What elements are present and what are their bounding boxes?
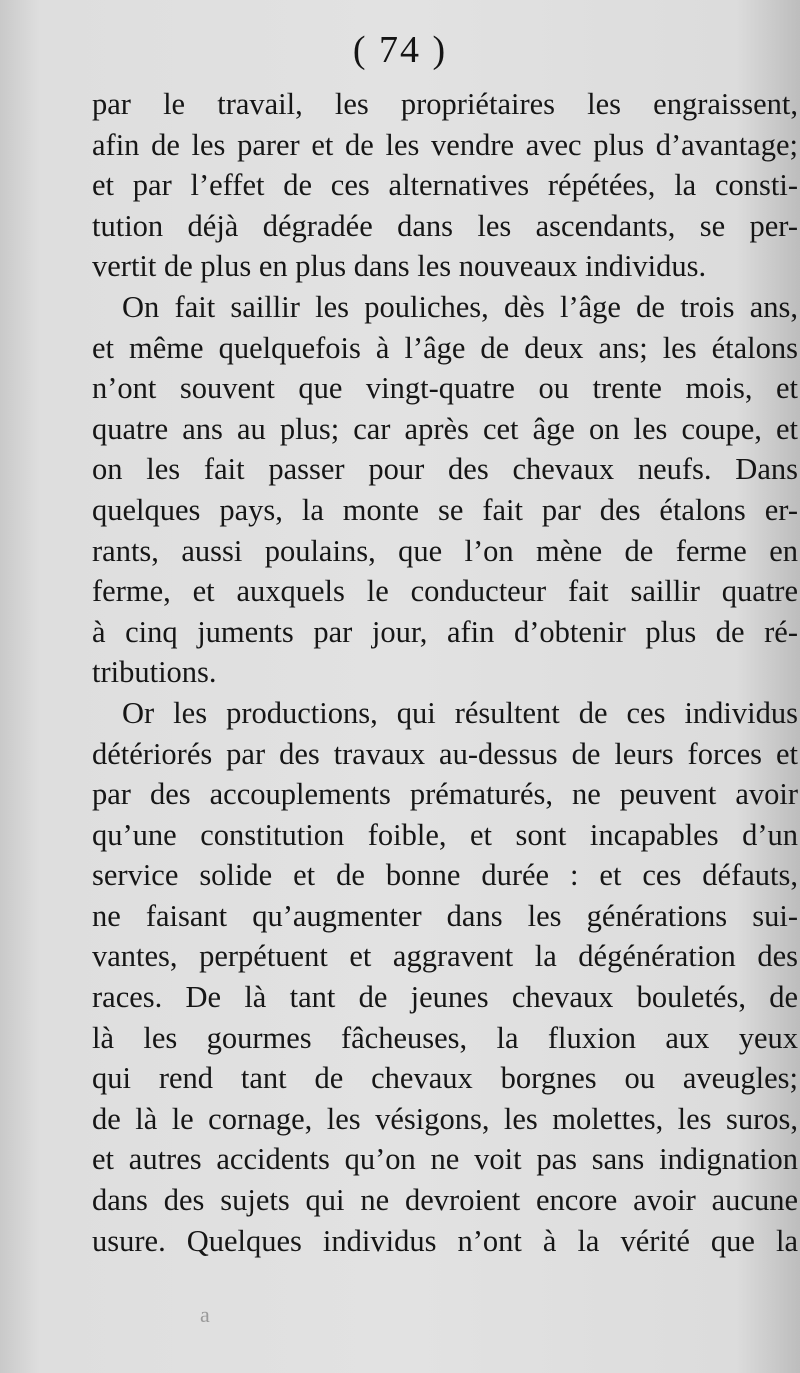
text-line: qui rend tant de chevaux borgnes ou aveugles; xyxy=(92,1061,798,1096)
text-line: et même quelquefois à l’âge de deux ans; les étalons xyxy=(92,330,798,365)
text-line: et autres accidents qu’on ne voit pas sans indignation xyxy=(92,1142,798,1177)
text-line: tution déjà dégradée dans les ascendants, se per- xyxy=(92,208,798,243)
text-line: par le travail, les propriétaires les engraissent, xyxy=(92,87,798,121)
page-number: ( 74 ) xyxy=(352,29,448,71)
text-line: à cinq juments par jour, afin d’obtenir plus de ré- xyxy=(92,614,798,649)
text-line: vantes, perpétuent et aggravent la dégénération des xyxy=(92,939,798,974)
text-line: quelques pays, la monte se fait par des étalons er- xyxy=(92,492,798,527)
bleed-through-mark: a xyxy=(200,1302,210,1327)
text-line: usure. Quelques individus n’ont à la vérité que la xyxy=(92,1223,798,1258)
text-line: ne faisant qu’augmenter dans les générations sui- xyxy=(92,898,798,933)
text-line: par des accouplements prématurés, ne peuvent avoir xyxy=(92,777,798,812)
text-line: là les gourmes fâcheuses, la fluxion aux yeux xyxy=(92,1020,798,1055)
text-line: On fait saillir les pouliches, dès l’âge de trois ans, xyxy=(122,289,798,324)
body-text xyxy=(92,84,798,1261)
text-line: Or les productions, qui résultent de ces individus xyxy=(122,695,798,730)
text-line: service solide et de bonne durée : et ces défauts, xyxy=(92,858,798,893)
text-line: détériorés par des travaux au-dessus de leurs forces et xyxy=(92,736,798,771)
text-line: vertit de plus en plus dans les nouveaux individus. xyxy=(92,249,707,284)
text-line: ferme, et auxquels le conducteur fait saillir quatre xyxy=(92,574,798,609)
text-line: n’ont souvent que vingt-quatre ou trente mois, et xyxy=(92,371,798,406)
text-line: on les fait passer pour des chevaux neufs. Dans xyxy=(92,452,798,487)
text-line: rants, aussi poulains, que l’on mène de ferme en xyxy=(92,533,798,568)
text-line: races. De là tant de jeunes chevaux bouletés, de xyxy=(92,980,798,1015)
text-line: et par l’effet de ces alternatives répétées, la consti- xyxy=(92,168,798,203)
text-line: afin de les parer et de les vendre avec plus d’avantage; xyxy=(92,127,798,162)
text-line: quatre ans au plus; car après cet âge on les coupe, et xyxy=(92,411,798,446)
text-line: qu’une constitution foible, et sont incapables d’un xyxy=(92,817,798,852)
text-line: tributions. xyxy=(92,655,217,690)
text-line: dans des sujets qui ne devroient encore avoir aucune xyxy=(92,1183,798,1218)
text-line: de là le cornage, les vésigons, les molettes, les suros, xyxy=(92,1101,798,1136)
